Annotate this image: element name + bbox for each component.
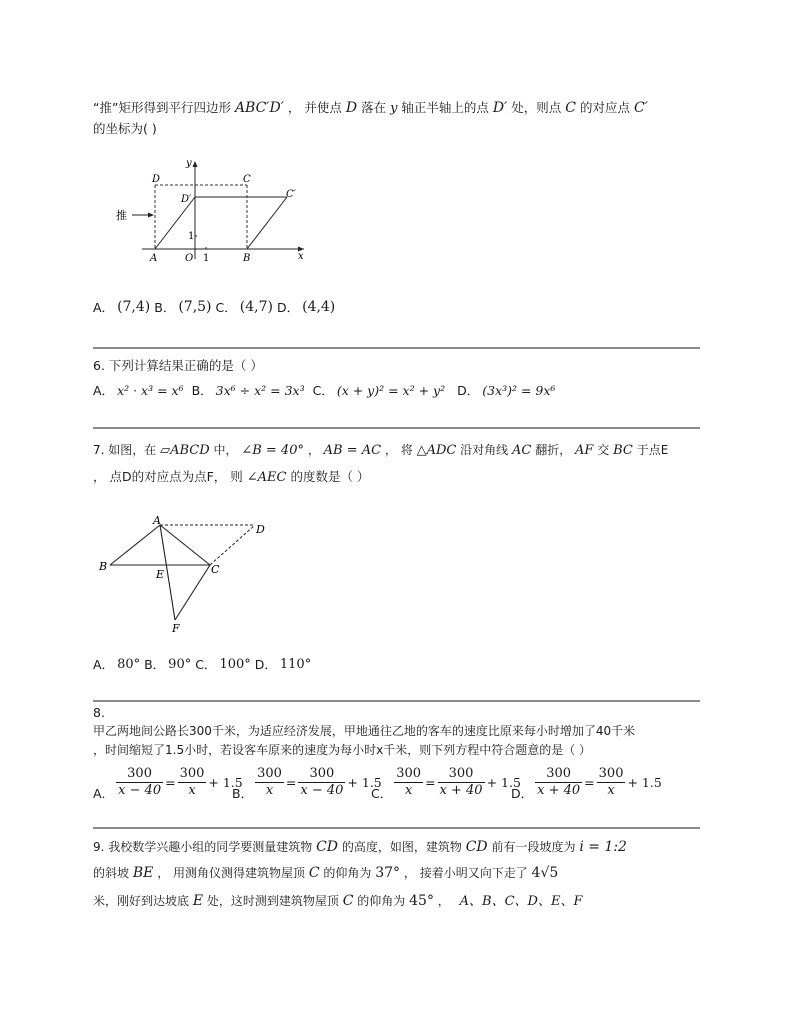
q9-text: ， bbox=[437, 894, 450, 908]
q9-math: A、B、C、D、E、F bbox=[459, 894, 583, 909]
q8-option-c[interactable] bbox=[371, 762, 521, 802]
q9-text: ， 接着小明又向下走了 bbox=[403, 866, 528, 880]
q6-option-a[interactable] bbox=[93, 381, 184, 399]
numerator: 300 bbox=[298, 766, 345, 783]
q7-text: ， 点D的对应点为点F， 则 bbox=[93, 469, 243, 484]
addend: + 1.5 bbox=[347, 774, 382, 790]
q7-math: △ADC bbox=[416, 443, 457, 458]
option-value: (4,7) bbox=[239, 299, 273, 315]
numerator: 300 bbox=[257, 765, 282, 781]
q9-math: 37° bbox=[375, 865, 401, 881]
option-value: 80° bbox=[117, 656, 141, 672]
q7-text: 翻折， bbox=[535, 443, 572, 457]
numerator: 300 bbox=[179, 765, 205, 781]
denominator: x bbox=[265, 782, 274, 798]
label-D-prime: D′ bbox=[181, 194, 192, 205]
q9-math: E bbox=[192, 893, 204, 909]
q7-text: ， bbox=[307, 443, 320, 457]
label-y: y bbox=[186, 158, 192, 169]
label-C: C bbox=[211, 563, 220, 576]
option-expr: (3x³)² = 9x⁶ bbox=[482, 382, 556, 398]
option-letter: A． bbox=[93, 383, 115, 398]
option-letter: D． bbox=[276, 300, 300, 315]
q7-option-d[interactable] bbox=[255, 655, 311, 673]
label-C-prime: C′ bbox=[286, 189, 296, 200]
option-letter: B． bbox=[154, 300, 176, 315]
q9-text: ， 用测角仪测得建筑物屋顶 bbox=[157, 866, 306, 880]
side-bc bbox=[247, 197, 287, 249]
q9-math: C bbox=[342, 893, 354, 909]
option-letter: D． bbox=[254, 657, 277, 672]
q9-math: C bbox=[308, 865, 320, 881]
divider bbox=[93, 347, 700, 349]
label-B: B bbox=[99, 560, 108, 573]
q7-math: BC bbox=[613, 443, 633, 458]
q9-math: CD bbox=[465, 839, 488, 855]
numerator: 300 bbox=[396, 765, 422, 781]
option-expr: x² · x³ = x⁶ bbox=[117, 382, 184, 398]
addend: + 1.5 bbox=[486, 774, 521, 790]
q9-stem-line2 bbox=[93, 864, 558, 881]
denominator: x − 40 bbox=[300, 782, 344, 798]
q5-math: D bbox=[345, 100, 358, 116]
label-A: A bbox=[153, 514, 161, 527]
numerator: 300 bbox=[116, 766, 163, 783]
q7-stem-line2 bbox=[93, 467, 369, 485]
equals-sign: = bbox=[425, 774, 436, 790]
q5-stem-line1 bbox=[93, 98, 648, 116]
option-value: 100° bbox=[219, 656, 251, 672]
option-letter: A． bbox=[93, 657, 115, 672]
option-letter: A． bbox=[93, 786, 115, 801]
q7-option-b[interactable] bbox=[144, 655, 191, 673]
q9-text: 的仰角为 bbox=[323, 866, 372, 880]
q5-option-d[interactable] bbox=[277, 298, 335, 316]
q7-text: 7. 如图，在 bbox=[93, 443, 157, 457]
q5-text: ， 并使点 bbox=[287, 100, 342, 115]
q6-option-d[interactable] bbox=[457, 381, 555, 399]
q7-text: ， 将 bbox=[384, 443, 413, 457]
option-value: 110° bbox=[279, 656, 312, 672]
q7-math: AF bbox=[575, 443, 594, 458]
option-expr: 3x⁶ ÷ x² = 3x³ bbox=[215, 382, 305, 398]
q5-text: 轴正半轴上的点 bbox=[401, 100, 489, 115]
equals-sign: = bbox=[165, 774, 176, 790]
q9-text: 的高度，如图，建筑物 bbox=[341, 840, 462, 854]
label-F: F bbox=[172, 622, 180, 635]
q7-math: AC bbox=[512, 443, 532, 458]
q7-text: 中， bbox=[213, 443, 238, 457]
option-letter: C． bbox=[312, 383, 334, 398]
q9-math: CD bbox=[316, 839, 339, 855]
q9-math: BE bbox=[132, 865, 154, 881]
q7-option-a[interactable] bbox=[93, 655, 140, 673]
fraction-right bbox=[438, 766, 485, 799]
q6-options bbox=[93, 381, 555, 399]
q5-option-b[interactable] bbox=[154, 298, 211, 316]
label-O: O bbox=[185, 253, 194, 264]
addend: + 1.5 bbox=[627, 774, 662, 790]
equals-sign: = bbox=[584, 774, 595, 790]
q9-text: 9. 我校数学兴趣小组的同学要测量建筑物 bbox=[93, 840, 313, 854]
option-letter: B． bbox=[232, 786, 254, 801]
denominator: x + 40 bbox=[537, 782, 581, 798]
fraction-right bbox=[178, 766, 207, 799]
addend: + 1.5 bbox=[208, 774, 243, 790]
label-1x: 1 bbox=[203, 253, 210, 264]
fraction-right bbox=[298, 766, 345, 799]
denominator: x + 40 bbox=[439, 782, 483, 798]
push-label: 推 bbox=[116, 209, 127, 222]
fraction-left bbox=[394, 766, 423, 799]
q7-math: ∠B = 40° bbox=[241, 443, 304, 458]
q5-math: C bbox=[565, 100, 577, 116]
q8-stem-line1: 甲乙两地间公路长300千米，为适应经济发展，甲地通往乙地的客车的速度比原来每小时增加了40千米 bbox=[93, 724, 636, 738]
q5-text: 处，则点 bbox=[511, 100, 562, 115]
label-A: A bbox=[150, 253, 158, 264]
y-axis-arrow bbox=[193, 161, 198, 167]
denominator: x bbox=[188, 782, 196, 798]
fraction-left bbox=[535, 766, 582, 799]
q8-number: 8. bbox=[93, 705, 105, 720]
option-value: (7,5) bbox=[178, 299, 212, 315]
q8-option-a[interactable] bbox=[93, 762, 243, 802]
denominator: x bbox=[607, 782, 615, 798]
fraction-right bbox=[597, 766, 626, 799]
label-x: x bbox=[298, 251, 304, 262]
q7-text: 于点E bbox=[636, 443, 669, 457]
q7-figure bbox=[93, 510, 278, 640]
q5-math: ABC′D′ bbox=[234, 100, 284, 116]
label-D: D bbox=[152, 174, 161, 185]
numerator: 300 bbox=[535, 766, 582, 783]
divider bbox=[93, 427, 700, 429]
seg-ac bbox=[160, 525, 210, 565]
q7-text: 的度数是（ ） bbox=[290, 469, 370, 484]
equals-sign: = bbox=[285, 774, 297, 790]
q7-options bbox=[93, 655, 311, 673]
option-letter: D． bbox=[511, 786, 534, 801]
push-arrow-head bbox=[148, 213, 154, 218]
seg-cd-dashed bbox=[210, 525, 255, 565]
q5-stem-line2: 的坐标为( ) bbox=[93, 121, 157, 136]
q8-option-b[interactable] bbox=[232, 762, 382, 802]
divider bbox=[93, 700, 700, 702]
q7-text: 交 bbox=[597, 443, 610, 457]
numerator: 300 bbox=[438, 766, 485, 783]
q7-math: ∠AEC bbox=[246, 470, 287, 485]
option-value: (4,4) bbox=[302, 299, 336, 315]
option-letter: A． bbox=[93, 300, 115, 315]
q5-option-c[interactable] bbox=[216, 298, 273, 316]
q6-stem: 6. 下列计算结果正确的是（ ） bbox=[93, 358, 263, 373]
denominator: x − 40 bbox=[118, 782, 162, 798]
option-letter: D． bbox=[457, 383, 480, 398]
fraction-left bbox=[116, 766, 163, 799]
q8-option-d[interactable] bbox=[511, 762, 662, 802]
q5-math: C′ bbox=[634, 100, 648, 116]
q9-text: 前有一段坡度为 bbox=[491, 840, 576, 854]
divider bbox=[93, 827, 700, 829]
q5-figure bbox=[112, 155, 312, 265]
fraction-left bbox=[255, 766, 284, 799]
seg-cf bbox=[175, 565, 210, 620]
q9-text: 的斜坡 bbox=[93, 866, 130, 880]
q9-stem-line1 bbox=[93, 838, 627, 855]
label-B: B bbox=[243, 253, 251, 264]
option-value: (7,4) bbox=[117, 299, 151, 315]
q8-stem-line2: ，时间缩短了1.5小时，若设客车原来的速度为每小时x千米，则下列方程中符合题意的是（ ） bbox=[93, 743, 592, 757]
q5-text: “推”矩形得到平行四边形 bbox=[93, 100, 231, 115]
q5-options bbox=[93, 298, 335, 316]
option-expr: (x + y)² = x² + y² bbox=[336, 382, 446, 398]
option-letter: B． bbox=[144, 657, 166, 672]
option-letter: C． bbox=[215, 300, 237, 315]
q6-option-c[interactable] bbox=[313, 381, 446, 399]
q9-math: 45° bbox=[409, 893, 434, 909]
option-letter: C． bbox=[195, 657, 217, 672]
q9-text: 米，刚好到达坡底 bbox=[93, 894, 190, 908]
option-letter: B． bbox=[191, 383, 213, 398]
q7-stem-line1 bbox=[93, 441, 668, 458]
q5-math: y bbox=[390, 101, 398, 116]
option-letter: C． bbox=[371, 786, 393, 801]
denominator: x bbox=[404, 782, 413, 798]
label-D: D bbox=[256, 523, 265, 536]
q9-stem-line3 bbox=[93, 890, 582, 909]
q7-math: ▱ABCD bbox=[160, 443, 210, 458]
numerator: 300 bbox=[598, 765, 624, 781]
q9-math: 4√5 bbox=[531, 865, 559, 881]
q9-text: 处，这时测到建筑物屋顶 bbox=[206, 894, 339, 908]
label-C: C bbox=[243, 174, 251, 185]
q7-math: AB = AC bbox=[323, 443, 382, 458]
q5-text: 的对应点 bbox=[580, 100, 631, 115]
option-value: 90° bbox=[168, 656, 192, 672]
q5-text: 落在 bbox=[361, 100, 387, 115]
q5-option-a[interactable] bbox=[93, 298, 150, 316]
label-E: E bbox=[156, 568, 165, 581]
q7-text: 沿对角线 bbox=[460, 443, 509, 457]
label-1y: 1 bbox=[188, 231, 195, 242]
q9-text: 的仰角为 bbox=[357, 894, 406, 908]
q5-math: D′ bbox=[492, 100, 508, 116]
q7-option-c[interactable] bbox=[195, 655, 251, 673]
q9-math: i = 1:2 bbox=[579, 839, 627, 855]
seg-ab bbox=[110, 525, 160, 565]
q6-option-b[interactable] bbox=[192, 381, 305, 399]
